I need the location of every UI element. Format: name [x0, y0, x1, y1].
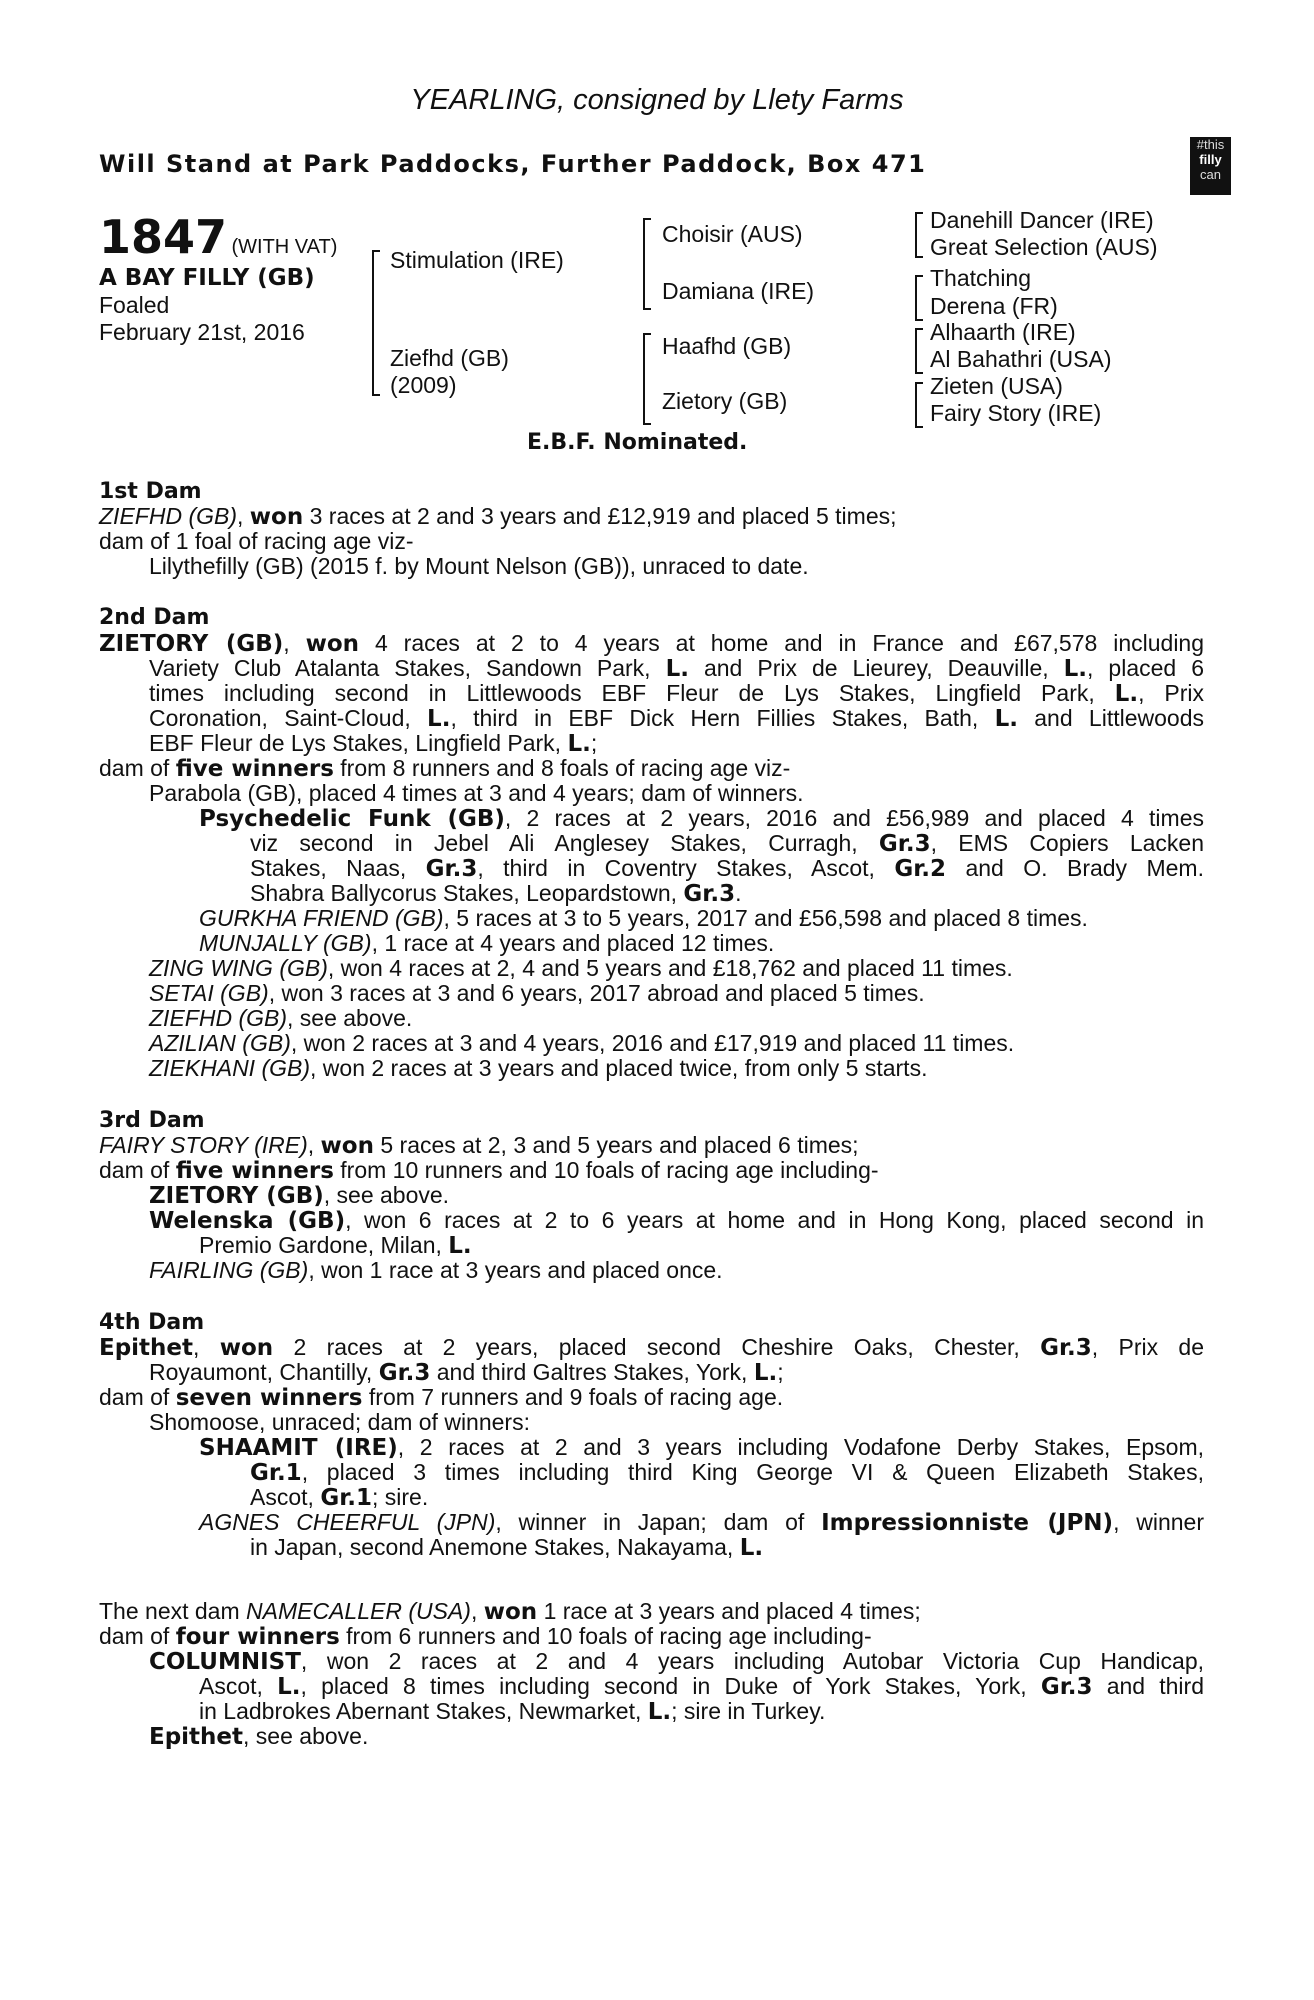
listed-5: L. — [994, 706, 1018, 732]
dam3-text: 5 races at 2, 3 and 5 years and placed 6 times; — [373, 1132, 859, 1158]
epithet-won: won — [219, 1335, 274, 1361]
dam4-line-7 — [250, 1485, 428, 1512]
pedigree-brace-main — [372, 250, 380, 396]
listed-1: L. — [665, 656, 689, 682]
p5b: . — [735, 880, 742, 906]
heading-1st-dam: 1st Dam — [99, 479, 202, 504]
psychedelic-line-4 — [250, 881, 741, 908]
zing-wing — [149, 956, 1013, 982]
agnes-name: AGNES CHEERFUL (JPN) — [199, 1509, 496, 1535]
nextdam-won: won — [483, 1599, 538, 1625]
dam2-line-2 — [149, 656, 1204, 683]
dam3-won: won — [320, 1133, 374, 1159]
heading-3rd-dam: 3rd Dam — [99, 1108, 205, 1133]
dam2-l2b: and Prix de Lieurey, Deauville, — [688, 655, 1064, 681]
shaamit-name: SHAAMIT (IRE) — [199, 1435, 398, 1461]
dam4-l7b: ; sire. — [372, 1484, 429, 1510]
dam4-line-8 — [199, 1510, 1204, 1537]
dss: Alhaarth (IRE) — [930, 319, 1076, 345]
psychedelic-line-2 — [250, 831, 1204, 858]
dam2-l4c: and Littlewoods — [1017, 705, 1204, 731]
listed-7: L. — [448, 1233, 472, 1259]
psychedelic-name: Psychedelic Funk (GB) — [199, 806, 505, 832]
heading-4th-dam: 4th Dam — [99, 1310, 205, 1335]
fairling-name: FAIRLING (GB) — [149, 1257, 309, 1283]
welenska-name: Welenska (GB) — [149, 1208, 346, 1234]
agnes-text: , winner in Japan; dam of — [495, 1509, 822, 1535]
dam3-line-4 — [149, 1208, 1204, 1235]
epithet-ref: Epithet — [149, 1724, 244, 1750]
logo-line-1: #this — [1196, 137, 1225, 152]
dam2-l4b: , third in EBF Dick Hern Fillies Stakes, Bath, — [450, 705, 995, 731]
nextdam-l5b: ; sire in Turkey. — [671, 1698, 826, 1724]
dam2-line-6 — [99, 756, 790, 783]
dam-dam: Zietory (GB) — [662, 388, 788, 414]
dam2-l6c: from 8 runners and 8 foals of racing age viz- — [333, 755, 791, 781]
lot-number — [99, 210, 337, 264]
gr3-3: Gr.3 — [683, 881, 736, 907]
pedigree-brace-sire — [643, 218, 651, 310]
sire-sire: Choisir (AUS) — [662, 221, 803, 247]
dam2-l5a: EBF Fleur de Lys Stakes, Lingfield Park, — [149, 730, 568, 756]
dam-year: (2009) — [390, 372, 457, 398]
welenska-text: , won 6 races at 2 to 6 years at home and in Hong Kong, placed second in — [345, 1207, 1204, 1233]
dam2-l2a: Variety Club Atalanta Stakes, Sandown Park, — [149, 655, 666, 681]
p4a: Stakes, Naas, — [250, 855, 426, 881]
munjally-name: MUNJALLY (GB) — [199, 930, 372, 956]
dam3-l5a: Premio Gardone, Milan, — [199, 1232, 449, 1258]
impressionniste-name: Impressionniste (JPN) — [821, 1510, 1114, 1536]
psychedelic-text: , 2 races at 2 years, 2016 and £56,989 and placed 4 times — [504, 805, 1204, 831]
gurkha-friend — [199, 906, 1088, 932]
dam3-line-5 — [199, 1233, 472, 1260]
zing-text: , won 4 races at 2, 4 and 5 years and £18,762 and placed 11 times. — [327, 955, 1013, 981]
dam1-line-1: ZIEFHD (GB), won 3 races at 2 and 3 years and £12,919 and placed 5 times; — [99, 503, 897, 530]
dam: Ziefhd (GB) — [390, 345, 509, 371]
dam3-name: FAIRY STORY (IRE) — [99, 1132, 308, 1158]
dam4-line-5 — [199, 1435, 1204, 1462]
dsd: Al Bahathri (USA) — [930, 346, 1112, 372]
foaled-date: February 21st, 2016 — [99, 319, 305, 345]
nextdam-line-6 — [149, 1724, 368, 1751]
gr3-2: Gr.3 — [425, 856, 478, 882]
gr2-1: Gr.2 — [894, 856, 947, 882]
dam3-line-3 — [149, 1183, 449, 1210]
p3a: viz second in Jebel Ali Anglesey Stakes, Curragh, — [250, 830, 879, 856]
setai — [149, 981, 925, 1007]
lot-number-value: 1847 — [99, 210, 228, 264]
listed-4: L. — [427, 706, 451, 732]
nextdam-line-2 — [99, 1624, 872, 1651]
columnist-name: COLUMNIST — [149, 1649, 301, 1675]
munjally-text: , 1 race at 4 years and placed 12 times. — [371, 930, 775, 956]
zietory-ref: ZIETORY (GB) — [149, 1183, 324, 1209]
gurkha-name: GURKHA FRIEND (GB) — [199, 905, 444, 931]
dam1-won: won — [249, 504, 304, 530]
stand-location: Will Stand at Park Paddocks, Further Paddock, Box 471 — [99, 150, 927, 178]
p4b: , third in Coventry Stakes, Ascot, — [477, 855, 895, 881]
nextdam-line-3 — [149, 1649, 1204, 1676]
listed-6: L. — [567, 731, 591, 757]
dam2-name: ZIETORY (GB) — [99, 631, 284, 657]
parabola: Parabola (GB), placed 4 times at 3 and 4 years; dam of winners. — [149, 780, 804, 806]
setai-name: SETAI (GB) — [149, 980, 269, 1006]
nextdam-text: 1 race at 3 years and placed 4 times; — [537, 1598, 921, 1624]
dam2-line-5 — [149, 731, 597, 758]
p3b: , EMS Copiers Lacken — [930, 830, 1204, 856]
dam2-line-3 — [149, 681, 1204, 708]
dam3-line-1: FAIRY STORY (IRE), won 5 races at 2, 3 and 5 years and placed 6 times; — [99, 1132, 859, 1159]
nextdam-l4b: , placed 8 times including second in Duke of York Stakes, York, — [300, 1673, 1041, 1699]
dam1-name: ZIEFHD (GB) — [99, 503, 237, 529]
dam4-l9a: in Japan, second Anemone Stakes, Nakayama, — [250, 1534, 740, 1560]
ziefhd-text: , see above. — [287, 1005, 413, 1031]
dds: Zieten (USA) — [930, 373, 1063, 399]
columnist-text: , won 2 races at 2 and 4 years including Autobar Victoria Cup Handicap, — [300, 1648, 1204, 1674]
namecaller-name: NAMECALLER (USA) — [246, 1598, 471, 1624]
listed-2: L. — [1063, 656, 1088, 682]
sire: Stimulation (IRE) — [390, 247, 564, 273]
sire-dam: Damiana (IRE) — [662, 278, 815, 304]
ziekhani-name: ZIEKHANI (GB) — [149, 1055, 311, 1081]
dam4-line-4: Shomoose, unraced; dam of winners: — [149, 1409, 530, 1435]
gr3-6: Gr.3 — [1040, 1674, 1093, 1700]
listed-3: L. — [1114, 681, 1139, 707]
page-title: YEARLING, consigned by Llety Farms — [410, 84, 904, 116]
dam2-line-4 — [149, 706, 1204, 733]
dam2-l4a: Coronation, Saint-Cloud, — [149, 705, 428, 731]
pedigree-brace-g1 — [915, 212, 923, 258]
listed-10: L. — [277, 1674, 301, 1700]
munjally — [199, 931, 774, 957]
nextdam-l2a: dam of — [99, 1623, 176, 1649]
listed-9: L. — [739, 1535, 764, 1561]
dam2-l2c: , placed 6 — [1087, 655, 1204, 681]
nextdam-l4a: Ascot, — [199, 1673, 278, 1699]
dam3-line-2 — [99, 1158, 879, 1185]
foaled-label: Foaled — [99, 292, 170, 318]
dam4-line-9 — [250, 1535, 763, 1562]
ziekhani — [149, 1056, 927, 1082]
p5a: Shabra Ballycorus Stakes, Leopardstown, — [250, 880, 684, 906]
dam4-l3c: from 7 runners and 9 foals of racing age. — [362, 1384, 784, 1410]
dam4-l1c: , Prix de — [1091, 1334, 1204, 1360]
dam4-l6b: , placed 3 times including third King George VI & Queen Elizabeth Stakes, — [301, 1459, 1204, 1485]
vat-label: (WITH VAT) — [231, 236, 338, 258]
ziekhani-text: , won 2 races at 3 years and placed twice, from only 5 starts. — [310, 1055, 928, 1081]
psychedelic-line-1 — [199, 806, 1204, 833]
dam2-winners: five winners — [175, 756, 334, 782]
sdd: Derena (FR) — [930, 293, 1058, 319]
listed-11: L. — [647, 1699, 672, 1725]
gr1-1: Gr.1 — [250, 1460, 302, 1486]
gr3-4: Gr.3 — [1040, 1335, 1092, 1361]
dam2-l3b: , Prix — [1138, 680, 1205, 706]
psychedelic-line-3 — [250, 856, 1204, 883]
shaamit-text: , 2 races at 2 and 3 years including Vodafone Derby Stakes, Epsom, — [397, 1434, 1205, 1460]
setai-text: , won 3 races at 3 and 6 years, 2017 abroad and placed 5 times. — [268, 980, 925, 1006]
dam2-line-1: ZIETORY (GB), won 4 races at 2 to 4 years at home and in France and £67,578 including — [99, 630, 1205, 657]
nextdam-line-1: The next dam NAMECALLER (USA), won 1 race at 3 years and placed 4 times; — [99, 1598, 921, 1625]
logo-line-3: can — [1200, 167, 1221, 182]
pedigree-brace-g4 — [915, 382, 923, 428]
pedigree-brace-dam — [643, 333, 651, 425]
epithet-name: Epithet — [99, 1335, 194, 1361]
azilian-name: AZILIAN (GB) — [149, 1030, 291, 1056]
dam4-l2b: and third Galtres Stakes, York, — [430, 1359, 754, 1385]
nextdam-line-4 — [199, 1674, 1204, 1701]
dam1-text: 3 races at 2 and 3 years and £12,919 and placed 5 times; — [303, 503, 897, 529]
dam4-l2a: Royaumont, Chantilly, — [149, 1359, 379, 1385]
pedigree-brace-g3 — [915, 328, 923, 374]
gr1-2: Gr.1 — [320, 1485, 372, 1511]
dam1-line-2: dam of 1 foal of racing age viz- — [99, 528, 414, 554]
nextdam-l4c: and third — [1092, 1673, 1204, 1699]
azilian-text: , won 2 races at 3 and 4 years, 2016 and £17,919 and placed 11 times. — [290, 1030, 1015, 1056]
dam4-text: 2 races at 2 years, placed second Cheshire Oaks, Chester, — [273, 1334, 1041, 1360]
pedigree-brace-g2 — [915, 275, 923, 321]
dam3-winners: five winners — [175, 1158, 334, 1184]
dam3-line-6 — [149, 1258, 723, 1284]
dam4-line-6 — [250, 1460, 1204, 1487]
gurkha-text: , 5 races at 3 to 5 years, 2017 and £56,598 and placed 8 times. — [443, 905, 1088, 931]
ebf-nominated: E.B.F. Nominated. — [527, 430, 748, 455]
dam4-line-2 — [149, 1360, 784, 1387]
dam4-l2c: ; — [777, 1359, 784, 1385]
dam2-l6a: dam of — [99, 755, 176, 781]
nextdam-l5a: in Ladbrokes Abernant Stakes, Newmarket, — [199, 1698, 648, 1724]
dam4-line-3 — [99, 1385, 783, 1412]
listed-8: L. — [753, 1360, 778, 1386]
hashtag-logo — [1190, 137, 1231, 195]
p4c: and O. Brady Mem. — [946, 855, 1204, 881]
dam2-l3: times including second in Littlewoods EBF Fleur de Lys Stakes, Lingfield Park, — [149, 680, 1115, 706]
agnes-l8c: , winner — [1113, 1509, 1204, 1535]
azilian — [149, 1031, 1014, 1057]
sss: Danehill Dancer (IRE) — [930, 207, 1154, 233]
ddd: Fairy Story (IRE) — [930, 400, 1102, 426]
nextdam-l2c: from 6 runners and 10 foals of racing age including- — [339, 1623, 872, 1649]
dam4-winners: seven winners — [175, 1385, 363, 1411]
dam3-l2a: dam of — [99, 1157, 176, 1183]
epithet-ref-text: , see above. — [243, 1723, 369, 1749]
gr3-1: Gr.3 — [878, 831, 931, 857]
nextdam-l1a: The next dam — [99, 1598, 247, 1624]
lot-description: A BAY FILLY (GB) — [99, 265, 315, 291]
dam4-l7a: Ascot, — [250, 1484, 321, 1510]
dam2-l5b: ; — [590, 730, 598, 756]
ziefhd-ref — [149, 1006, 412, 1032]
dam-sire: Haafhd (GB) — [662, 333, 792, 359]
dam1-line-3: Lilythefilly (GB) (2015 f. by Mount Nelson (GB)), unraced to date. — [149, 553, 809, 579]
zing-name: ZING WING (GB) — [149, 955, 328, 981]
ziefhd-name: ZIEFHD (GB) — [149, 1005, 287, 1031]
dam4-line-1: Epithet, won 2 races at 2 years, placed second Cheshire Oaks, Chester, Gr.3, Prix de — [99, 1334, 1204, 1361]
logo-line-2: filly — [1199, 152, 1222, 167]
zietory-ref-text: , see above. — [323, 1182, 450, 1208]
dam2-won: won — [305, 631, 360, 657]
nextdam-winners: four winners — [175, 1624, 340, 1650]
nextdam-line-5 — [199, 1699, 825, 1726]
sds: Thatching — [930, 265, 1032, 291]
dam4-l3a: dam of — [99, 1384, 176, 1410]
dam2-text: 4 races at 2 to 4 years at home and in France and £67,578 including — [359, 630, 1205, 656]
gr3-5: Gr.3 — [378, 1360, 431, 1386]
fairling-text: , won 1 race at 3 years and placed once. — [308, 1257, 723, 1283]
dam3-l2c: from 10 runners and 10 foals of racing age including- — [333, 1157, 879, 1183]
heading-2nd-dam: 2nd Dam — [99, 605, 210, 630]
ssd: Great Selection (AUS) — [930, 234, 1158, 260]
